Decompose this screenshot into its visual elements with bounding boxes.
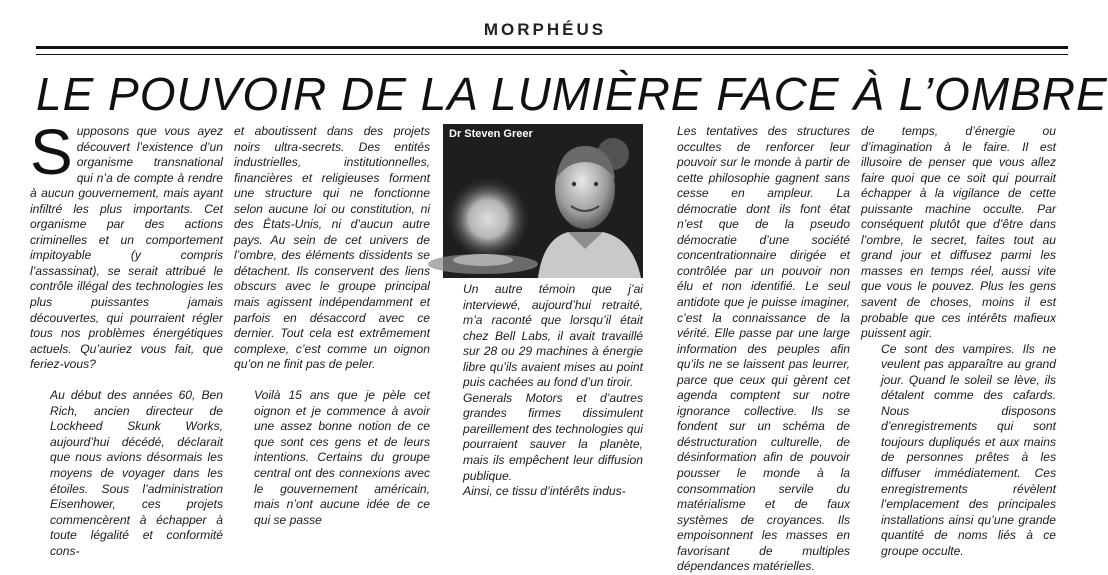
drop-cap: S <box>30 116 73 188</box>
paragraph: Un autre témoin que j’ai interviewé, aujourd’hui retraité, m’a raconté que lorsqu’il était chez Bell Labs, il avait travaillé sur 28 ou 29 machines à énergie libre qu’ils avaient mises au point puis cachées au fond d’un tiroir. <box>463 282 643 390</box>
intro-text: upposons que vous ayez découvert l’existence d’un organisme transnational qui n’a de compte à rendre à aucun gouvernement, mais ayant infiltré les plus importants. Cet organisme par des actions criminelles et un comportement impitoyable (y compris l’assassinat), se serait attribué le contrôle illégal des technologies les plus puissantes jamais découvertes, qui pourraient régler tous nos problèmes énergétiques actuels. Qu’auriez vous fait, que feriez-vous? <box>30 124 223 372</box>
paragraph: et aboutissent dans des projets noirs ultra-secrets. Des entités industrielles, institutionnelles, financières et religieuses forment une structure qui ne fonctionne selon aucune loi ou constitution, ni des États-Unis, ni d’aucun autre pays. Au sein de cet univers de l’ombre, des éléments dissidents se détachent. Ils conservent des liens obscurs avec le groupe principal mais agissent indépendamment et parfois en désaccord avec ce dernier. Tout cela est extrêmement complexe, c’est comme un oignon qu’on ne finit pas de peler. <box>234 124 430 372</box>
article-column-5 <box>861 124 1056 558</box>
photo-caption: Dr Steven Greer <box>449 128 533 140</box>
article-column-3 <box>443 282 643 499</box>
paragraph: Generals Motors et d’autres grandes firmes dissimulent pareillement des technologies qui pourraient sauver la planète, mais ils empêchent leur diffusion publique. <box>463 390 643 483</box>
paragraph: Les tentatives des structures occultes de renforcer leur pouvoir sur le monde à partir de cette philosophie gagnent sans cesse en ampleur. La démocratie dont ils font état n’est que de la pseudo démocratie d’une société concentrationnaire dirigée et contrôlée par un pouvoir non élu et non identifié. Le seul antidote que je puisse imaginer, c’est la connaissance de la vérité. Elle passe par une large information des peuples afin qu’ils ne se laissent pas leurrer, parce que ceux qui gèrent cet agenda comptent sur notre ignorance collective. Ils se fondent sur un schéma de déstructuration culturelle, de désinformation afin de pouvoir pousser le monde à la consommation servile du matérialisme et de faux systèmes de croyances. Ils empoisonnent les masses en favorisant de multiples dépendances matérielles. <box>677 124 850 574</box>
portrait-image <box>443 124 643 278</box>
paragraph: Voilà 15 ans que je pèle cet oignon et je commence à avoir une assez bonne notion de ce que sont ces gens et de leurs intentions. Certains du groupe central ont des connexions avec le gouvernement américain, mais n’ont aucune idée de ce qui se passe <box>254 388 430 527</box>
portrait-photo <box>443 124 643 278</box>
paragraph: Au début des années 60, Ben Rich, ancien directeur de Lockheed Skunk Works, aujourd’hui décédé, déclarait que nous avions désormais les moyens de voyager dans les étoiles. Sous l’administration Eisenhower, ces projets commencèrent à échapper à toute légalité et conformité cons- <box>50 388 223 558</box>
section-kicker: MORPHÉUS <box>483 20 607 39</box>
article-column-4 <box>657 124 850 574</box>
top-rule-thin <box>36 54 1068 55</box>
paragraph: Ce sont des vampires. Ils ne veulent pas apparaître au grand jour. Quand le soleil se lève, ils détalent comme des cafards. Nous disposons d’enregistrements qui sont toujours dupliqués et aux mains de personnes prêtes à les diffuser immédiatement. Ces enregistrements révèlent l’emplacement des principales installations ainsi qu’une grande quantité de noms liés à ce groupe occulte. <box>881 341 1056 558</box>
paragraph: de temps, d’énergie ou d’imagination à le faire. Il est illusoire de penser que vous allez faire quoi que ce soit qui pourrait échapper à la vigilance de cette puissante machine occulte. Par conséquent plutôt que d’être dans l’ombre, le secret, faites tout au grand jour et diffusez parmi les masses en temps réel, aussi vite que vous le pouvez. Plus les gens savent de choses, moins il est probable que ces intérêts mafieux puissent agir. <box>861 124 1056 341</box>
top-rule <box>36 46 1068 49</box>
article-column-2 <box>234 124 430 527</box>
headline: LE POUVOIR DE LA LUMIÈRE FACE À L’OMBRE <box>36 68 1108 120</box>
paragraph: Ainsi, ce tissu d’intérêts indus- <box>463 484 626 499</box>
intro-paragraph <box>30 116 223 373</box>
article-column-1 <box>30 116 223 558</box>
